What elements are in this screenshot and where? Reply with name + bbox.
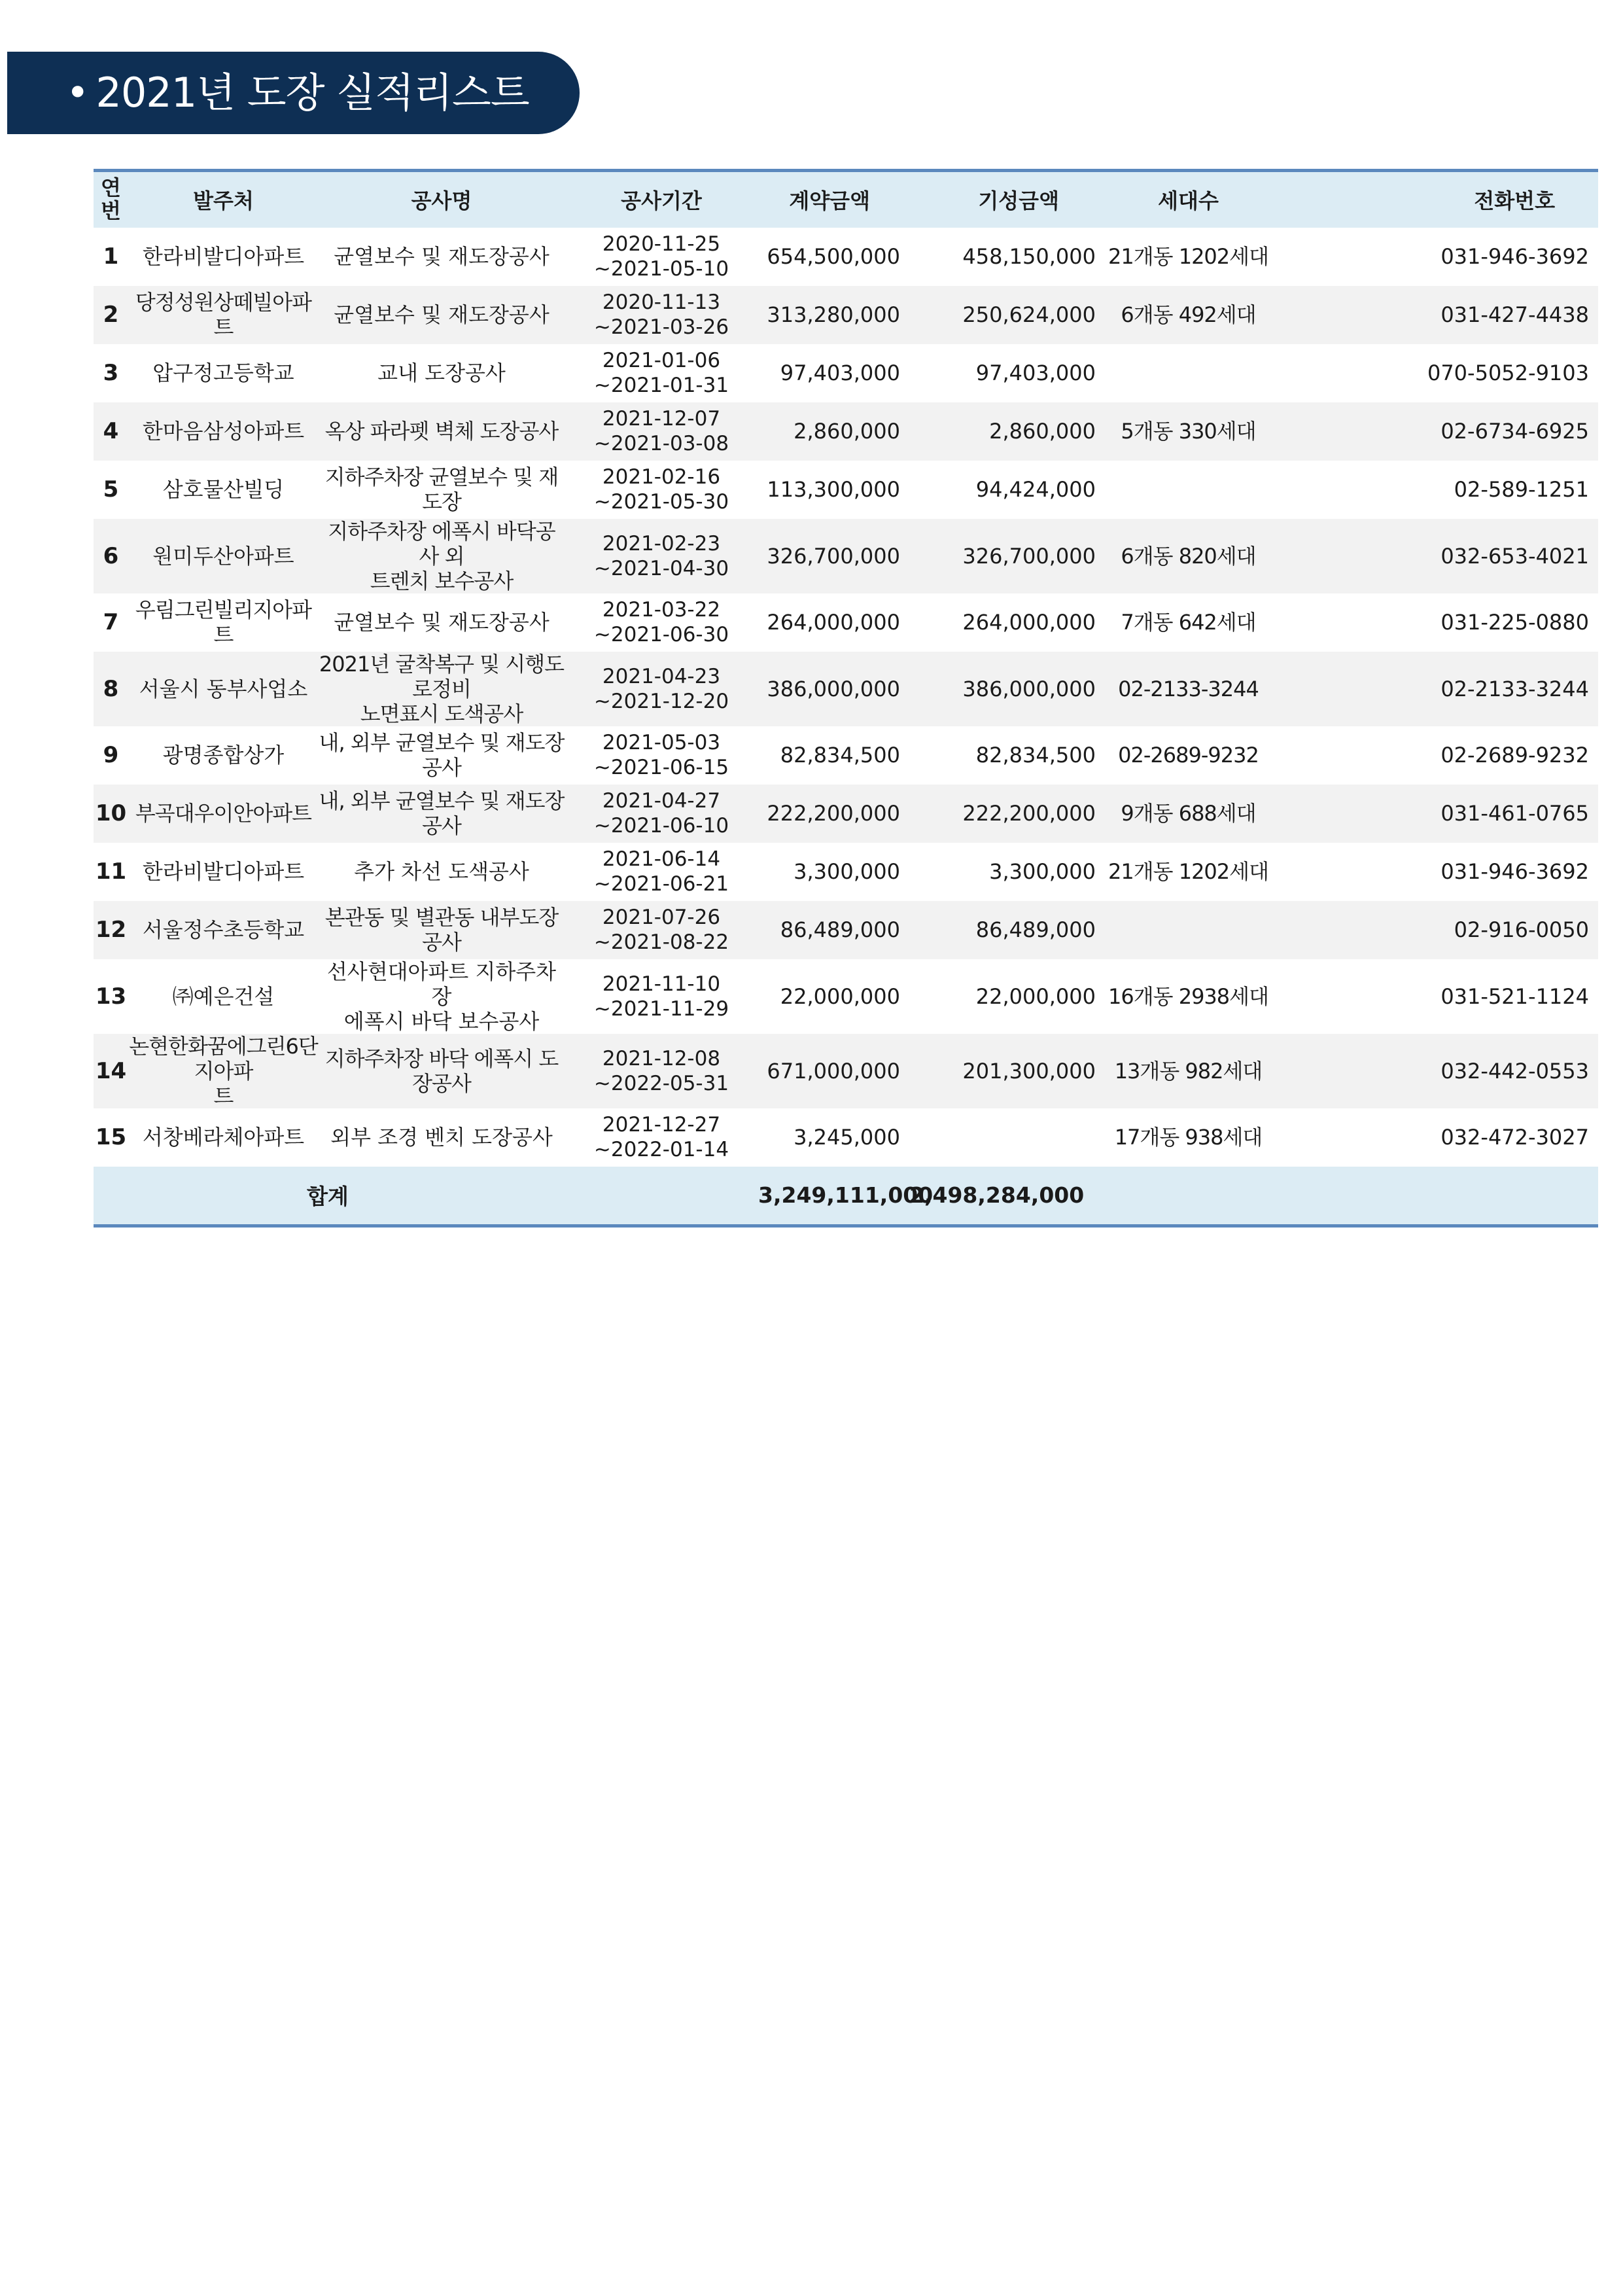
table-row bbox=[94, 785, 1598, 843]
row-contract: 654,500,000 bbox=[767, 244, 900, 269]
table-row bbox=[94, 344, 1598, 402]
row-households: 6개동 820세대 bbox=[1121, 543, 1256, 569]
total-households-empty bbox=[1105, 1167, 1272, 1226]
col-header-period: 공사기간 bbox=[621, 188, 702, 214]
row-contract: 2,860,000 bbox=[794, 419, 900, 444]
col-header-progress: 기성금액 bbox=[978, 188, 1059, 214]
row-project: 선사현대아파트 지하주차장 에폭시 바닥 보수공사 bbox=[326, 959, 557, 1034]
table-row bbox=[94, 959, 1598, 1034]
row-client: 한마음삼성아파트 bbox=[142, 419, 305, 444]
row-progress: 250,624,000 bbox=[962, 302, 1096, 327]
table-row bbox=[94, 843, 1598, 901]
row-progress: 386,000,000 bbox=[962, 676, 1096, 701]
row-households bbox=[1105, 344, 1272, 402]
row-client: 한라비발디아파트 bbox=[142, 244, 305, 269]
row-contract: 386,000,000 bbox=[767, 676, 900, 701]
row-client: 서울정수초등학교 bbox=[142, 917, 305, 942]
row-client: 논현한화꿈에그린6단지아파 트 bbox=[129, 1033, 318, 1108]
row-phone: 031-427-4438 bbox=[1440, 302, 1589, 327]
table-row bbox=[94, 901, 1598, 959]
total-contract: 3,249,111,000 bbox=[758, 1182, 934, 1209]
table-row bbox=[94, 1034, 1598, 1108]
row-progress: 326,700,000 bbox=[962, 543, 1096, 569]
row-project: 균열보수 및 재도장공사 bbox=[334, 302, 550, 327]
row-phone: 031-521-1124 bbox=[1440, 983, 1589, 1009]
bullet-icon: • bbox=[66, 70, 90, 116]
row-period: 2021-11-10 ~2021-11-29 bbox=[593, 972, 729, 1021]
page-title: 2021년 도장 실적리스트 bbox=[96, 69, 529, 116]
row-households: 9개동 688세대 bbox=[1121, 801, 1256, 826]
row-project: 본관동 및 별관동 내부도장공사 bbox=[324, 905, 559, 955]
table-row bbox=[94, 1108, 1598, 1167]
row-phone: 02-916-0050 bbox=[1454, 917, 1589, 942]
row-progress: 97,403,000 bbox=[975, 361, 1096, 385]
table-row bbox=[94, 461, 1598, 519]
row-period: 2021-12-07 ~2021-03-08 bbox=[593, 407, 729, 455]
row-contract: 326,700,000 bbox=[767, 543, 900, 569]
row-households: 02-2133-3244 bbox=[1118, 676, 1259, 701]
row-households: 13개동 982세대 bbox=[1114, 1058, 1263, 1084]
row-phone: 032-472-3027 bbox=[1440, 1125, 1589, 1150]
col-header-households: 세대수 bbox=[1158, 188, 1219, 214]
row-seq: 10 bbox=[95, 800, 127, 826]
row-contract: 82,834,500 bbox=[780, 743, 900, 768]
row-client: 서창베라체아파트 bbox=[142, 1125, 305, 1150]
row-period: 2021-07-26 ~2021-08-22 bbox=[593, 906, 729, 954]
row-progress: 3,300,000 bbox=[989, 859, 1096, 884]
row-seq: 14 bbox=[95, 1057, 127, 1084]
row-seq: 3 bbox=[103, 360, 119, 386]
row-contract: 3,245,000 bbox=[794, 1125, 900, 1150]
row-progress: 458,150,000 bbox=[962, 244, 1096, 269]
row-period: 2021-12-27 ~2022-01-14 bbox=[593, 1113, 729, 1161]
row-client: 압구정고등학교 bbox=[152, 361, 294, 385]
row-households: 6개동 492세대 bbox=[1121, 302, 1256, 327]
row-phone: 02-2133-3244 bbox=[1440, 676, 1589, 701]
row-project: 내, 외부 균열보수 및 재도장공사 bbox=[319, 730, 565, 780]
row-period: 2021-04-23 ~2021-12-20 bbox=[593, 664, 729, 713]
table-row bbox=[94, 228, 1598, 286]
table-row bbox=[94, 652, 1598, 726]
total-label: 합계 bbox=[307, 1184, 349, 1210]
row-period: 2021-01-06 ~2021-01-31 bbox=[593, 349, 729, 397]
row-phone: 070-5052-9103 bbox=[1427, 361, 1589, 385]
row-households: 7개동 642세대 bbox=[1121, 610, 1256, 635]
row-contract: 113,300,000 bbox=[767, 477, 900, 502]
row-client: 원미두산아파트 bbox=[152, 543, 294, 569]
row-project: 내, 외부 균열보수 및 재도장공사 bbox=[319, 788, 565, 838]
table-row bbox=[94, 286, 1598, 344]
row-client: 광명종합상가 bbox=[162, 743, 285, 768]
row-seq: 5 bbox=[103, 476, 119, 503]
row-project: 지하주차장 에폭시 바닥공사 외 트렌치 보수공사 bbox=[328, 518, 555, 593]
row-project: 지하주차장 바닥 에폭시 도장공사 bbox=[324, 1046, 559, 1096]
row-progress: 264,000,000 bbox=[962, 610, 1096, 635]
row-period: 2021-02-16 ~2021-05-30 bbox=[593, 465, 729, 514]
row-phone: 032-653-4021 bbox=[1440, 543, 1589, 569]
row-phone: 032-442-0553 bbox=[1440, 1058, 1589, 1084]
row-client: ㈜예은건설 bbox=[172, 983, 275, 1009]
table-row bbox=[94, 593, 1598, 652]
row-progress: 2,860,000 bbox=[989, 419, 1096, 444]
title-banner bbox=[7, 52, 580, 134]
total-progress: 2,498,284,000 bbox=[909, 1182, 1085, 1209]
row-households: 02-2689-9232 bbox=[1118, 743, 1259, 768]
row-seq: 15 bbox=[95, 1124, 127, 1150]
row-contract: 22,000,000 bbox=[780, 983, 900, 1009]
row-client: 당정성원상떼빌아파트 bbox=[135, 290, 312, 340]
row-progress: 22,000,000 bbox=[975, 983, 1096, 1009]
col-header-seq: 연 번 bbox=[101, 175, 121, 224]
row-period: 2021-12-08 ~2022-05-31 bbox=[593, 1046, 729, 1095]
row-client: 부곡대우이안아파트 bbox=[135, 801, 312, 826]
row-households: 16개동 2938세대 bbox=[1108, 983, 1268, 1009]
col-header-phone: 전화번호 bbox=[1474, 188, 1555, 214]
row-phone: 031-946-3692 bbox=[1440, 859, 1589, 884]
row-client: 서울시 동부사업소 bbox=[139, 676, 308, 701]
row-progress: 82,834,500 bbox=[975, 743, 1096, 768]
total-row bbox=[94, 1167, 1598, 1226]
row-seq: 1 bbox=[103, 243, 119, 270]
row-phone: 02-6734-6925 bbox=[1440, 419, 1589, 444]
row-project: 추가 차선 도색공사 bbox=[354, 859, 529, 884]
row-progress bbox=[909, 1108, 1105, 1167]
row-seq: 2 bbox=[103, 302, 119, 328]
table-row bbox=[94, 726, 1598, 785]
row-progress: 222,200,000 bbox=[962, 801, 1096, 826]
row-households bbox=[1105, 461, 1272, 519]
row-project: 외부 조경 벤치 도장공사 bbox=[330, 1125, 553, 1150]
row-seq: 13 bbox=[95, 983, 127, 1010]
table-row bbox=[94, 402, 1598, 461]
row-households bbox=[1105, 901, 1272, 959]
row-phone: 02-2689-9232 bbox=[1440, 743, 1589, 768]
row-progress: 94,424,000 bbox=[975, 477, 1096, 502]
row-period: 2021-03-22 ~2021-06-30 bbox=[593, 598, 729, 646]
row-period: 2020-11-25 ~2021-05-10 bbox=[593, 232, 729, 281]
row-project: 교내 도장공사 bbox=[377, 361, 506, 385]
row-period: 2021-04-27 ~2021-06-10 bbox=[593, 789, 729, 838]
row-contract: 97,403,000 bbox=[780, 361, 900, 385]
col-header-project: 공사명 bbox=[411, 188, 472, 214]
row-contract: 313,280,000 bbox=[767, 302, 900, 327]
col-header-contract: 계약금액 bbox=[789, 188, 870, 214]
row-seq: 8 bbox=[103, 675, 119, 702]
row-contract: 671,000,000 bbox=[767, 1058, 900, 1084]
total-phone-empty bbox=[1272, 1167, 1598, 1226]
row-project: 2021년 굴착복구 및 시행도로정비 노면표시 도색공사 bbox=[319, 651, 565, 726]
row-phone: 031-946-3692 bbox=[1440, 244, 1589, 269]
row-phone: 031-225-0880 bbox=[1440, 610, 1589, 635]
row-client: 한라비발디아파트 bbox=[142, 859, 305, 884]
row-households: 17개동 938세대 bbox=[1114, 1125, 1263, 1150]
row-seq: 6 bbox=[103, 542, 119, 569]
row-households: 21개동 1202세대 bbox=[1108, 859, 1268, 884]
table-row bbox=[94, 519, 1598, 593]
row-phone: 02-589-1251 bbox=[1454, 477, 1589, 502]
row-seq: 12 bbox=[95, 917, 127, 943]
row-client: 우림그린빌리지아파트 bbox=[135, 597, 312, 647]
row-period: 2020-11-13 ~2021-03-26 bbox=[593, 291, 729, 339]
row-period: 2021-02-23 ~2021-04-30 bbox=[593, 531, 729, 580]
row-period: 2021-05-03 ~2021-06-15 bbox=[593, 731, 729, 779]
row-seq: 7 bbox=[103, 609, 119, 635]
row-households: 21개동 1202세대 bbox=[1108, 244, 1268, 269]
row-period: 2021-06-14 ~2021-06-21 bbox=[593, 847, 729, 896]
row-seq: 4 bbox=[103, 418, 119, 444]
row-contract: 222,200,000 bbox=[767, 801, 900, 826]
row-project: 균열보수 및 재도장공사 bbox=[334, 610, 550, 635]
row-households: 5개동 330세대 bbox=[1121, 419, 1256, 444]
records-table bbox=[94, 169, 1598, 1227]
col-header-client: 발주처 bbox=[193, 188, 254, 214]
row-seq: 11 bbox=[95, 858, 127, 885]
row-client: 삼호물산빌딩 bbox=[162, 477, 285, 502]
row-progress: 201,300,000 bbox=[962, 1058, 1096, 1084]
row-project: 옥상 파라펫 벽체 도장공사 bbox=[324, 419, 559, 444]
row-phone: 031-461-0765 bbox=[1440, 801, 1589, 826]
row-project: 지하주차장 균열보수 및 재도장 bbox=[324, 465, 559, 514]
row-project: 균열보수 및 재도장공사 bbox=[334, 244, 550, 269]
row-progress: 86,489,000 bbox=[975, 917, 1096, 942]
row-contract: 264,000,000 bbox=[767, 610, 900, 635]
row-contract: 3,300,000 bbox=[794, 859, 900, 884]
table-header-row bbox=[94, 171, 1598, 228]
row-seq: 9 bbox=[103, 742, 119, 768]
row-contract: 86,489,000 bbox=[780, 917, 900, 942]
